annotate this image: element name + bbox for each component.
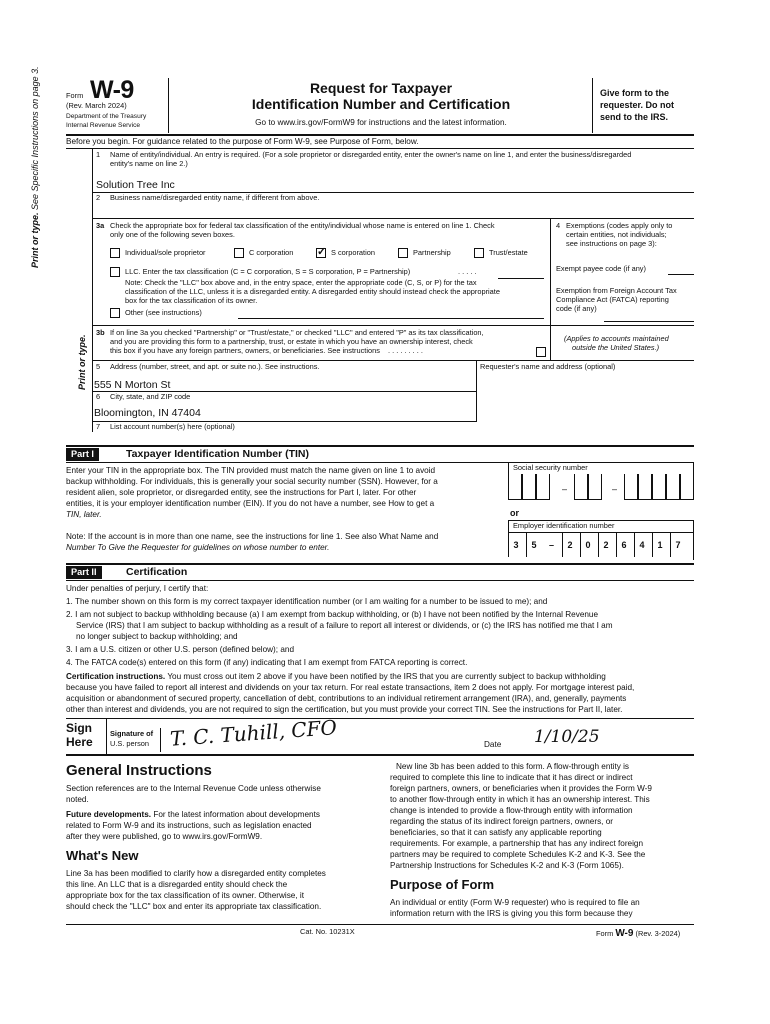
address-field[interactable]: 555 N Morton St xyxy=(94,379,171,391)
cert-item-4: 4. The FATCA code(s) entered on this form (if any) indicating that I am exempt from FATCA reporting is correct. xyxy=(66,658,468,667)
line3b-text-3: this box if you have any foreign partners, owners, or beneficiaries. See instructions xyxy=(110,346,380,355)
line6-label: City, state, and ZIP code xyxy=(110,392,191,401)
line3b-new-1: New line 3b has been added to this form. A flow-through entity is xyxy=(396,762,630,771)
c-corporation-checkbox[interactable] xyxy=(234,248,244,258)
part1-text-5: TIN, later. xyxy=(66,510,102,519)
line1-label: Name of entity/individual. An entry is required. (For a sole proprietor or disregarded entity, enter the owner's name on line 1, and enter the business/disregarded xyxy=(110,150,632,159)
city-state-zip-field[interactable]: Bloomington, IN 47404 xyxy=(94,407,201,419)
other-entry-line[interactable] xyxy=(238,318,544,319)
general-instructions-heading: General Instructions xyxy=(66,762,212,779)
whats-new-3: appropriate box for the tax classification of its owner. Otherwise, it xyxy=(66,891,305,900)
cert-item-1: 1. The number shown on this form is my correct taxpayer identification number (or I am waiting for a number to be issued to me); and xyxy=(66,597,548,606)
sidebar-instructions: Print or type. xyxy=(77,334,87,390)
form-revision: (Rev. March 2024) xyxy=(66,101,127,110)
ein-field[interactable] xyxy=(508,532,694,560)
partnership-label: Partnership xyxy=(413,248,451,257)
line5-number: 5 xyxy=(96,362,101,371)
ein-digit: 7 xyxy=(670,533,685,557)
ssn-field[interactable]: – – xyxy=(508,474,694,504)
applies-text-1: (Applies to accounts maintained xyxy=(564,334,669,343)
line4-number: 4 xyxy=(556,221,561,230)
department-label: Department of the Treasury xyxy=(66,113,147,120)
ein-digit: 3 xyxy=(508,533,523,557)
cert-item-2c: no longer subject to backup withholding; and xyxy=(76,632,238,641)
llc-note-3: box for the tax classification of its owner. xyxy=(125,296,258,305)
exemptions-text-2: certain entities, not individuals; xyxy=(566,230,667,239)
part1-note-2: Number To Give the Requester for guidelines on whose number to enter. xyxy=(66,543,330,552)
goto-instructions: Go to www.irs.gov/FormW9 for instructions and the latest information. xyxy=(255,118,507,127)
future-developments-1: Future developments. For the latest information about developments xyxy=(66,810,320,819)
purpose-text-1: An individual or entity (Form W-9 requester) who is required to file an xyxy=(390,898,640,907)
line3b-new-8: requirements. For example, a partnership that has any indirect foreign xyxy=(390,839,644,848)
purpose-text-2: information return with the IRS is giving you this form because they xyxy=(390,909,633,918)
whats-new-heading: What's New xyxy=(66,848,139,863)
line5-label: Address (number, street, and apt. or suite no.). See instructions. xyxy=(110,362,320,371)
line6-number: 6 xyxy=(96,392,101,401)
ein-digit: 2 xyxy=(598,533,613,557)
line2-number: 2 xyxy=(96,193,101,202)
part1-title: Taxpayer Identification Number (TIN) xyxy=(126,448,309,460)
exempt-payee-label: Exempt payee code (if any) xyxy=(556,264,646,273)
llc-checkbox[interactable] xyxy=(110,267,120,277)
signature-field[interactable]: T. C. Tuhill, CFO xyxy=(169,715,338,751)
fatca-text-1: Exemption from Foreign Account Tax xyxy=(556,286,677,295)
signature-label-1: Signature of xyxy=(110,729,154,738)
line3b-dots: . . . . . . . . . xyxy=(388,346,423,355)
whats-new-1: Line 3a has been modified to clarify how a disregarded entity completes xyxy=(66,869,326,878)
part1-badge: Part I xyxy=(66,448,99,461)
cert-instructions-4: other than interest and dividends, you are not required to sign the certification, but you must provide your correct TIN. See the instructions for Part II, later. xyxy=(66,705,623,714)
form-title-line2: Identification Number and Certification xyxy=(251,96,511,112)
future-developments-2: related to Form W-9 and its instructions, such as legislation enacted xyxy=(66,821,312,830)
llc-dots: . . . . . xyxy=(458,267,477,276)
ein-digit: 6 xyxy=(616,533,631,557)
ein-header xyxy=(508,520,694,532)
fatca-code-field[interactable] xyxy=(604,321,694,322)
signature-label-2: U.S. person xyxy=(110,739,150,748)
form-word: Form xyxy=(66,91,84,100)
purpose-of-form-heading: Purpose of Form xyxy=(390,877,495,892)
line3b-text-1: If on line 3a you checked "Partnership" or "Trust/estate," or checked "LLC" and entered "P" as its tax classification, xyxy=(110,328,484,337)
part2-title: Certification xyxy=(126,566,188,578)
footer-form-id: Form W-9 (Rev. 3-2024) xyxy=(596,928,681,939)
gi-text-1b: noted. xyxy=(66,795,89,804)
ein-digit: 2 xyxy=(562,533,577,557)
s-corporation-checkbox[interactable] xyxy=(316,248,326,258)
date-field[interactable]: 1/10/25 xyxy=(534,727,600,747)
line7-label: List account number(s) here (optional) xyxy=(110,422,235,431)
give-form-line3: send to the IRS. xyxy=(600,112,669,122)
line3b-new-7: beneficiaries, so that it can satisfy any applicable reporting xyxy=(390,828,602,837)
ein-digit: 5 xyxy=(526,533,541,557)
irs-label: Internal Revenue Service xyxy=(66,122,141,129)
line1-number: 1 xyxy=(96,150,101,159)
or-label: or xyxy=(510,508,519,518)
line3a-number: 3a xyxy=(96,221,105,230)
sidebar-print-or-type: Print or type. See Specific Instructions on page 3. xyxy=(30,66,40,268)
part1-text-1: Enter your TIN in the appropriate box. The TIN provided must match the name given on line 1 to avoid xyxy=(66,466,436,475)
exempt-payee-field[interactable] xyxy=(668,274,694,275)
cert-instructions-1: Certification instructions. You must cross out item 2 above if you have been notified by the IRS that you are currently subject to backup withholding xyxy=(66,672,606,681)
line3a-label: Check the appropriate box for federal tax classification of the entity/individual whose name is entered on line 1. Check xyxy=(110,221,495,230)
cert-item-2b: Service (IRS) that I am subject to backup withholding as a result of a failure to report all interest or dividends, or (c) the IRS has notified me that I am xyxy=(76,621,613,630)
ein-label: Employer identification number xyxy=(513,521,615,530)
line2-label: Business name/disregarded entity name, if different from above. xyxy=(110,193,320,202)
give-form-line1: Give form to the xyxy=(600,88,670,98)
requester-label: Requester's name and address (optional) xyxy=(480,362,616,371)
line3b-new-3: foreign partners, owners, or beneficiaries when it provides the Form W-9 xyxy=(390,784,652,793)
ein-digit: 4 xyxy=(634,533,649,557)
part1-note-1: Note: If the account is in more than one name, see the instructions for line 1. See also What Name and xyxy=(66,532,439,541)
cert-instructions-3: acquisition or abandonment of secured property, cancellation of debt, contributions to an individual retirement arrangement (IRA), and, generally, payments xyxy=(66,694,627,703)
gi-text-1a: Section references are to the Internal Revenue Code unless otherwise xyxy=(66,784,321,793)
whats-new-2: this line. An LLC that is a disregarded entity should check the xyxy=(66,880,288,889)
foreign-partners-checkbox[interactable] xyxy=(536,347,546,357)
part1-text-4: entities, it is your employer identification number (EIN). If you do not have a number, see How to get a xyxy=(66,499,435,508)
fatca-text-2: Compliance Act (FATCA) reporting xyxy=(556,295,669,304)
catalog-number: Cat. No. 10231X xyxy=(300,927,355,936)
ssn-header xyxy=(508,462,694,474)
ein-digit: 1 xyxy=(652,533,667,557)
line3b-new-9: partners may be required to complete Schedules K-2 and K-3. See the xyxy=(390,850,646,859)
llc-entry-line[interactable] xyxy=(498,278,544,279)
part1-text-2: backup withholding. For individuals, this is generally your social security number (SSN). However, for a xyxy=(66,477,438,486)
s-corporation-label: S corporation xyxy=(331,248,375,257)
part1-text-3: resident alien, sole proprietor, or disregarded entity, see the instructions for Part I, later. For other xyxy=(66,488,417,497)
exemptions-text-1: Exemptions (codes apply only to xyxy=(566,221,673,230)
cert-intro: Under penalties of perjury, I certify that: xyxy=(66,584,209,593)
line3b-new-2: required to complete this line to indicate that it has direct or indirect xyxy=(390,773,633,782)
line3b-new-5: change is intended to provide a flow-through entity with information xyxy=(390,806,633,815)
partnership-checkbox[interactable] xyxy=(398,248,408,258)
applies-text-2: outside the United States.) xyxy=(572,343,660,352)
give-form-line2: requester. Do not xyxy=(600,100,675,110)
individual-checkbox[interactable] xyxy=(110,248,120,258)
line7-number: 7 xyxy=(96,422,101,431)
before-you-begin: Before you begin. For guidance related to the purpose of Form W-9, see Purpose of Form, below. xyxy=(66,137,419,146)
llc-note-2: classification of the LLC, unless it is a disregarded entity. A disregarded entity should instead check the appropriate xyxy=(125,287,500,296)
here-label: Here xyxy=(66,735,93,749)
cert-item-3: 3. I am a U.S. citizen or other U.S. person (defined below); and xyxy=(66,645,294,654)
line3b-number: 3b xyxy=(96,328,105,337)
llc-note-1: Note: Check the "LLC" box above and, in the entry space, enter the appropriate code (C, S, or P) for the tax xyxy=(125,278,477,287)
form-code: W-9 xyxy=(90,76,134,104)
exemptions-text-3: see instructions on page 3): xyxy=(566,239,657,248)
other-label: Other (see instructions) xyxy=(125,308,202,317)
ein-dash: – xyxy=(548,540,554,550)
cert-instructions-2: because you have failed to report all interest and dividends on your tax return. For real estate transactions, item 2 does not apply. For mortgage interest paid, xyxy=(66,683,635,692)
trust-estate-label: Trust/estate xyxy=(489,248,528,257)
c-corporation-label: C corporation xyxy=(249,248,294,257)
ssn-label: Social security number xyxy=(513,463,588,472)
individual-label: Individual/sole proprietor xyxy=(125,248,206,257)
check-mark-icon: ✓ xyxy=(317,246,327,258)
cert-item-2a: 2. I am not subject to backup withholding because (a) I am exempt from backup withholding, or (b) I have not been notified by the Internal Revenue xyxy=(66,610,599,619)
line1-label-cont: entity's name on line 2.) xyxy=(110,159,188,168)
other-checkbox[interactable] xyxy=(110,308,120,318)
line3b-new-4: to another flow-through entity in which it has an ownership interest. This xyxy=(390,795,650,804)
form-title-line1: Request for Taxpayer xyxy=(309,80,453,96)
entity-name-field[interactable]: Solution Tree Inc xyxy=(96,179,175,191)
future-developments-3: after they were published, go to www.irs.gov/FormW9. xyxy=(66,832,263,841)
fatca-text-3: code (if any) xyxy=(556,304,597,313)
line3b-new-10: Partnership Instructions for Schedules K-2 and K-3 (Form 1065). xyxy=(390,861,624,870)
sign-label: Sign xyxy=(66,721,92,735)
whats-new-4: should check the "LLC" box and enter its appropriate tax classification. xyxy=(66,902,322,911)
line3b-text-2: and you are providing this form to a partnership, trust, or estate in which you have an ownership interest, check xyxy=(110,337,473,346)
line3a-label-cont: only one of the following seven boxes. xyxy=(110,230,235,239)
part2-badge: Part II xyxy=(66,566,102,579)
ein-digit: 0 xyxy=(580,533,595,557)
llc-label: LLC. Enter the tax classification (C = C corporation, S = S corporation, P = Partnership) xyxy=(125,267,411,276)
trust-estate-checkbox[interactable] xyxy=(474,248,484,258)
line3b-new-6: regarding the status of its indirect foreign partners, owners, or xyxy=(390,817,613,826)
date-label: Date xyxy=(484,740,502,749)
